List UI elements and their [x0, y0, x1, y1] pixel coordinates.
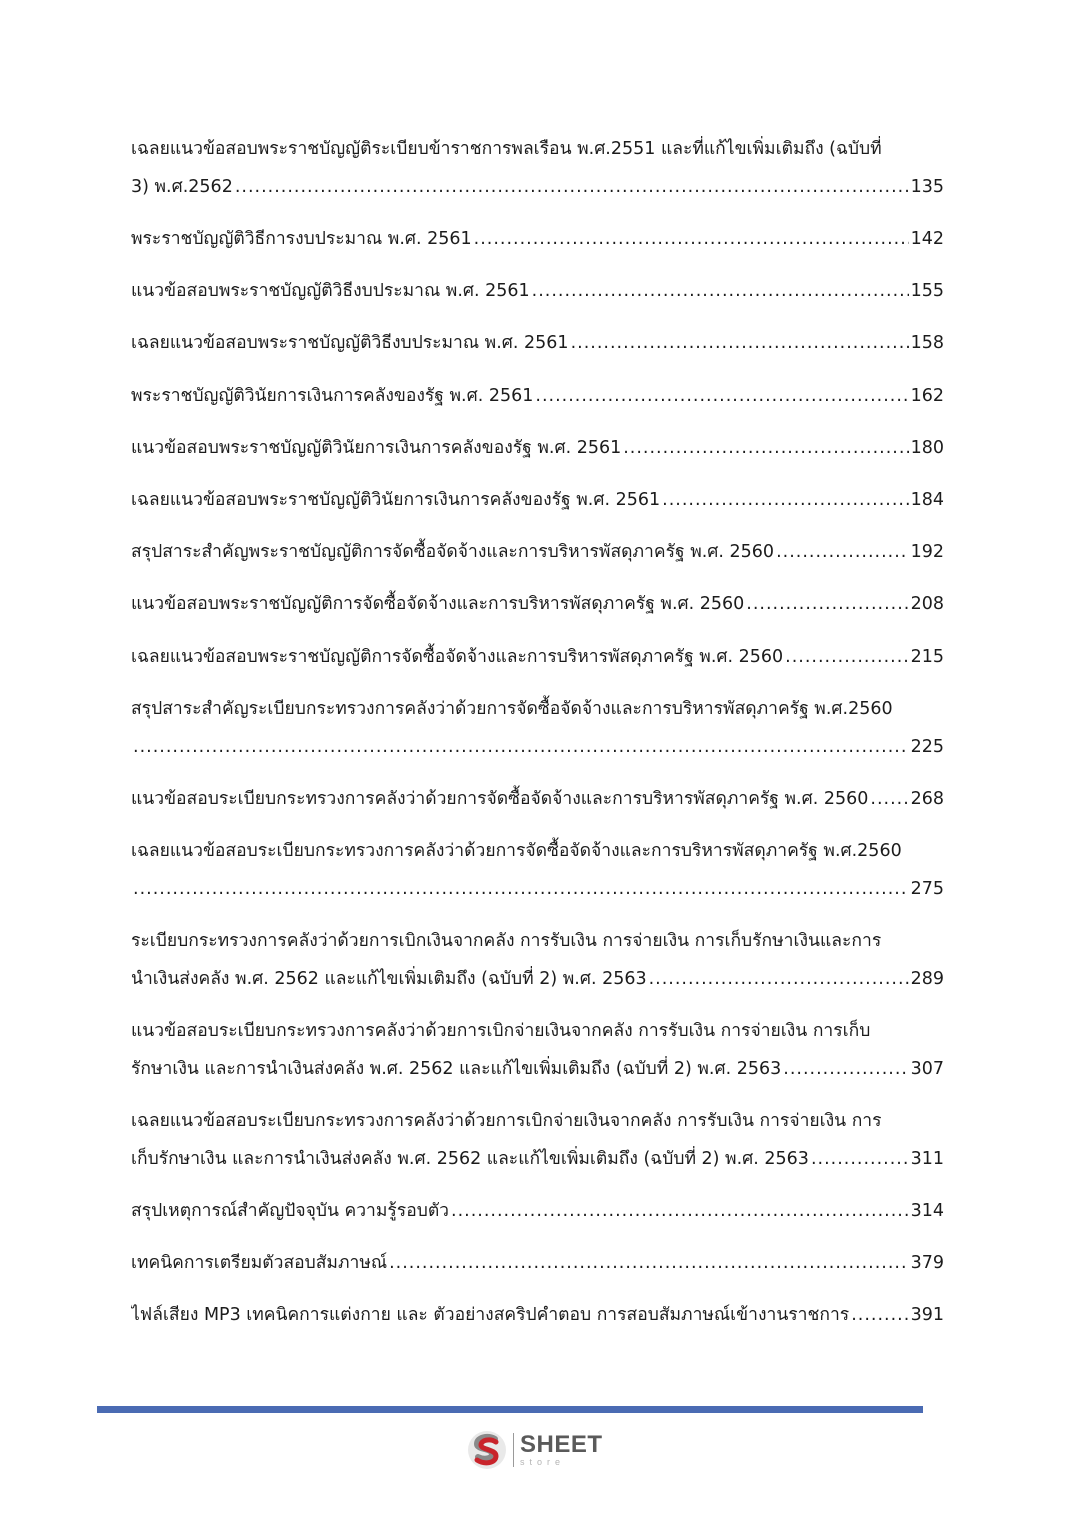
toc-entry-title: สรุปสาระสำคัญพระราชบัญญัติการจัดซื้อจัดจ้างและการบริหารพัสดุภาครัฐ พ.ศ. 2560: [131, 542, 775, 563]
toc-entry[interactable]: [131, 481, 944, 519]
logo-text: [520, 1433, 603, 1467]
toc-page-number: 142: [910, 229, 944, 249]
toc-leader-dots: [532, 272, 909, 310]
toc-entry-title-line1: สรุปสาระสำคัญระเบียบกระทรวงการคลังว่าด้วยการจัดซื้อจัดจ้างและการบริหารพัสดุภาครัฐ พ.ศ.2560: [131, 698, 893, 719]
toc-leader-dots: [451, 1192, 909, 1230]
toc-page-number: 289: [910, 968, 944, 989]
toc-entry-title: เทคนิคการเตรียมตัวสอบสัมภาษณ์: [131, 1253, 388, 1274]
toc-page-number: 162: [910, 385, 944, 406]
toc-entry-title: 3) พ.ศ.2562: [131, 177, 233, 197]
toc-entry[interactable]: [131, 1244, 944, 1282]
toc-page-number: 184: [910, 489, 944, 510]
sheet-store-logo-icon: [466, 1429, 508, 1471]
toc-leader-dots: [623, 429, 908, 467]
toc-leader-dots: [571, 324, 909, 362]
toc-entry-title: สรุปเหตุการณ์สำคัญปัจจุบัน ความรู้รอบตัว: [131, 1200, 450, 1221]
toc-leader-dots: [746, 585, 908, 623]
logo-separator: [513, 1433, 514, 1467]
toc-entry-title: เฉลยแนวข้อสอบพระราชบัญญัติวิธีงบประมาณ พ.ศ. 2561: [131, 333, 569, 354]
toc-page-number: 225: [910, 736, 944, 757]
toc-page-number: 215: [910, 646, 944, 667]
toc-entry-title: แนวข้อสอบพระราชบัญญัติวินัยการเงินการคลังของรัฐ พ.ศ. 2561: [131, 437, 622, 458]
toc-entry-title: แนวข้อสอบระเบียบกระทรวงการคลังว่าด้วยการจัดซื้อจัดจ้างและการบริหารพัสดุภาครัฐ พ.ศ. 2560: [131, 788, 869, 809]
toc-entry-title: พระราชบัญญัติวิธีการงบประมาณ พ.ศ. 2561: [131, 229, 472, 249]
logo-subtitle: store: [520, 1457, 566, 1467]
toc-page-number: 135: [910, 177, 944, 197]
toc-entry-title-line1: เฉลยแนวข้อสอบระเบียบกระทรวงการคลังว่าด้วยการเบิกจ่ายเงินจากคลัง การรับเงิน การจ่ายเงิน การ: [131, 1110, 882, 1131]
toc-entry[interactable]: [131, 1192, 944, 1230]
toc-leader-dots: [133, 728, 909, 766]
toc-page-number: 311: [910, 1148, 944, 1169]
footer-divider: [97, 1406, 923, 1413]
toc-entry[interactable]: [131, 272, 944, 310]
toc-page-number: 180: [910, 437, 944, 458]
toc-entry[interactable]: [131, 130, 944, 206]
toc-entry[interactable]: [131, 690, 944, 766]
toc-entry[interactable]: [131, 429, 944, 467]
toc-entry-title-line1: เฉลยแนวข้อสอบระเบียบกระทรวงการคลังว่าด้วยการจัดซื้อจัดจ้างและการบริหารพัสดุภาครัฐ พ.ศ.2560: [131, 840, 902, 861]
toc-entry-title: แนวข้อสอบพระราชบัญญัติวิธีงบประมาณ พ.ศ. 2561: [131, 281, 530, 302]
toc-leader-dots: [389, 1244, 909, 1282]
toc-entry[interactable]: [131, 220, 944, 258]
toc-entry-title: เฉลยแนวข้อสอบพระราชบัญญัติวินัยการเงินการคลังของรัฐ พ.ศ. 2561: [131, 489, 661, 510]
toc-leader-dots: [535, 377, 908, 415]
toc-entry-title-line1: แนวข้อสอบระเบียบกระทรวงการคลังว่าด้วยการเบิกจ่ายเงินจากคลัง การรับเงิน การจ่ายเงิน การเก็บ: [131, 1020, 871, 1041]
toc-leader-dots: [785, 638, 908, 676]
toc-entry[interactable]: [131, 1296, 944, 1334]
toc-leader-dots: [870, 780, 908, 818]
toc-leader-dots: [649, 960, 909, 998]
table-of-contents: [131, 130, 944, 1348]
toc-page-number: 208: [910, 594, 944, 615]
toc-leader-dots: [811, 1140, 909, 1178]
toc-entry[interactable]: [131, 533, 944, 571]
toc-page-number: 307: [910, 1058, 944, 1079]
toc-page-number: 379: [910, 1253, 944, 1274]
toc-entry-title: พระราชบัญญัติวินัยการเงินการคลังของรัฐ พ.ศ. 2561: [131, 385, 534, 406]
toc-entry-title: ไฟล์เสียง MP3 เทคนิคการแต่งกาย และ ตัวอย่างสคริปคำตอบ การสอบสัมภาษณ์เข้างานราชการ: [131, 1305, 850, 1326]
toc-page-number: 155: [910, 281, 944, 302]
toc-entry-title: แนวข้อสอบพระราชบัญญัติการจัดซื้อจัดจ้างและการบริหารพัสดุภาครัฐ พ.ศ. 2560: [131, 594, 745, 615]
toc-entry-title-line1: ระเบียบกระทรวงการคลังว่าด้วยการเบิกเงินจากคลัง การรับเงิน การจ่ายเงิน การเก็บรักษาเงินและการ: [131, 930, 882, 951]
toc-leader-dots: [783, 1050, 908, 1088]
toc-entry[interactable]: [131, 377, 944, 415]
toc-entry[interactable]: [131, 585, 944, 623]
toc-page-number: 391: [910, 1305, 944, 1326]
toc-entry-title: รักษาเงิน และการนำเงินส่งคลัง พ.ศ. 2562 และแก้ไขเพิ่มเติมถึง (ฉบับที่ 2) พ.ศ. 2563: [131, 1058, 782, 1079]
toc-entry[interactable]: [131, 1012, 944, 1088]
toc-page-number: 314: [910, 1200, 944, 1221]
toc-leader-dots: [851, 1296, 908, 1334]
toc-leader-dots: [474, 220, 909, 258]
toc-page-number: 158: [910, 333, 944, 354]
toc-entry[interactable]: [131, 1102, 944, 1178]
toc-leader-dots: [235, 168, 909, 206]
toc-leader-dots: [776, 533, 909, 571]
toc-entry-title-line1: เฉลยแนวข้อสอบพระราชบัญญัติระเบียบข้าราชการพลเรือน พ.ศ.2551 และที่แก้ไขเพิ่มเติมถึง (ฉบับที่: [131, 139, 882, 159]
toc-page-number: 268: [910, 788, 944, 809]
toc-entry[interactable]: [131, 780, 944, 818]
sheet-store-logo: [466, 1428, 616, 1472]
toc-entry-title: เก็บรักษาเงิน และการนำเงินส่งคลัง พ.ศ. 2562 และแก้ไขเพิ่มเติมถึง (ฉบับที่ 2) พ.ศ. 2563: [131, 1148, 809, 1169]
toc-entry-title: เฉลยแนวข้อสอบพระราชบัญญัติการจัดซื้อจัดจ้างและการบริหารพัสดุภาครัฐ พ.ศ. 2560: [131, 646, 784, 667]
logo-wordmark: SHEET: [520, 1431, 603, 1458]
toc-entry[interactable]: [131, 324, 944, 362]
toc-entry-title: นำเงินส่งคลัง พ.ศ. 2562 และแก้ไขเพิ่มเติมถึง (ฉบับที่ 2) พ.ศ. 2563: [131, 968, 647, 989]
toc-entry[interactable]: [131, 638, 944, 676]
toc-entry[interactable]: [131, 832, 944, 908]
toc-entry[interactable]: [131, 922, 944, 998]
toc-page-number: 192: [910, 542, 944, 563]
toc-leader-dots: [133, 870, 909, 908]
toc-leader-dots: [662, 481, 908, 519]
toc-page-number: 275: [910, 878, 944, 899]
